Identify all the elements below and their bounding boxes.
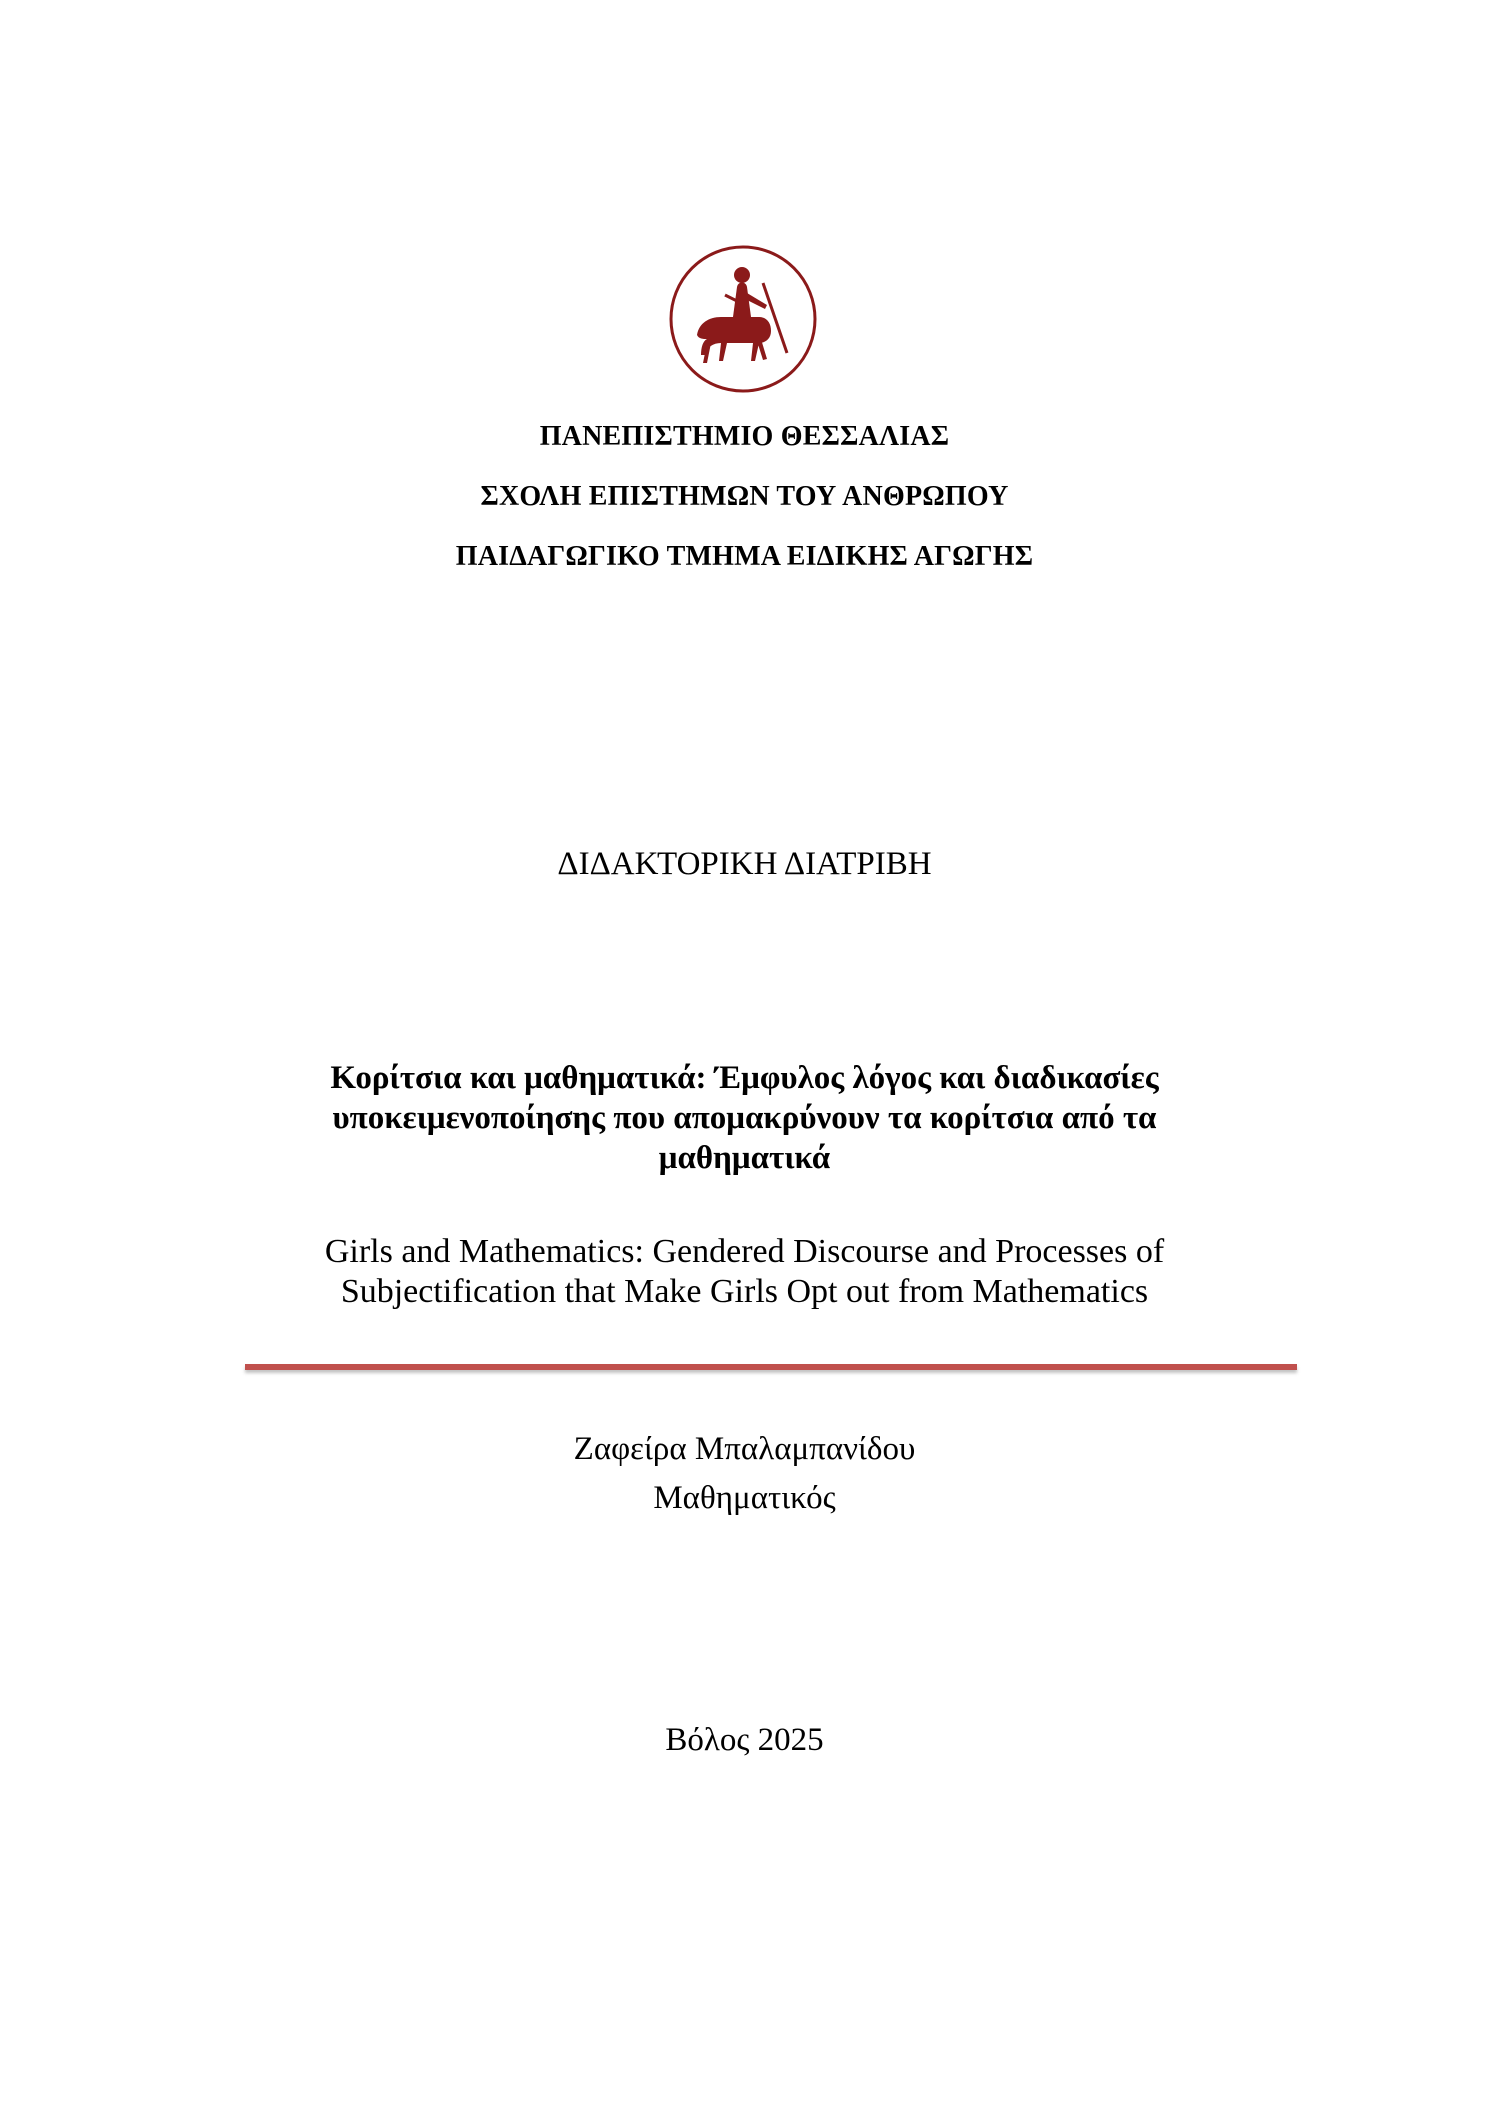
title-greek-line-1: Κορίτσια και μαθηματικά: Έμφυλος λόγος και διαδικασίες xyxy=(330,1060,1159,1096)
university-name: ΠΑΝΕΠΙΣΤΗΜΙΟ ΘΕΣΣΑΛΙΑΣ xyxy=(539,421,950,452)
author-role: Μαθηματικός xyxy=(653,1480,836,1516)
department-name: ΠΑΙΔΑΓΩΓΙΚΟ ΤΜΗΜΑ ΕΙΔΙΚΗΣ ΑΓΩΓΗΣ xyxy=(455,541,1034,572)
title-english-line-2: Subjectification that Make Girls Opt out from Mathematics xyxy=(340,1273,1149,1310)
school-name: ΣΧΟΛΗ ΕΠΙΣΤΗΜΩΝ ΤΟΥ ΑΝΘΡΩΠΟΥ xyxy=(480,481,1009,512)
thesis-type: ΔΙΔΑΚΤΟΡΙΚΗ ΔΙΑΤΡΙΒΗ xyxy=(557,846,932,882)
place-year: Βόλος 2025 xyxy=(665,1722,824,1758)
university-seal-icon xyxy=(667,243,819,395)
author-name: Ζαφείρα Μπαλαμπανίδου xyxy=(573,1431,916,1467)
title-english-line-1: Girls and Mathematics: Gendered Discourse and Processes of xyxy=(324,1233,1165,1270)
title-greek-line-2: υποκειμενοποίησης που απομακρύνουν τα κορίτσια από τα xyxy=(332,1100,1157,1136)
title-greek-line-3: μαθηματικά xyxy=(658,1140,831,1176)
horizontal-divider xyxy=(245,1364,1297,1370)
